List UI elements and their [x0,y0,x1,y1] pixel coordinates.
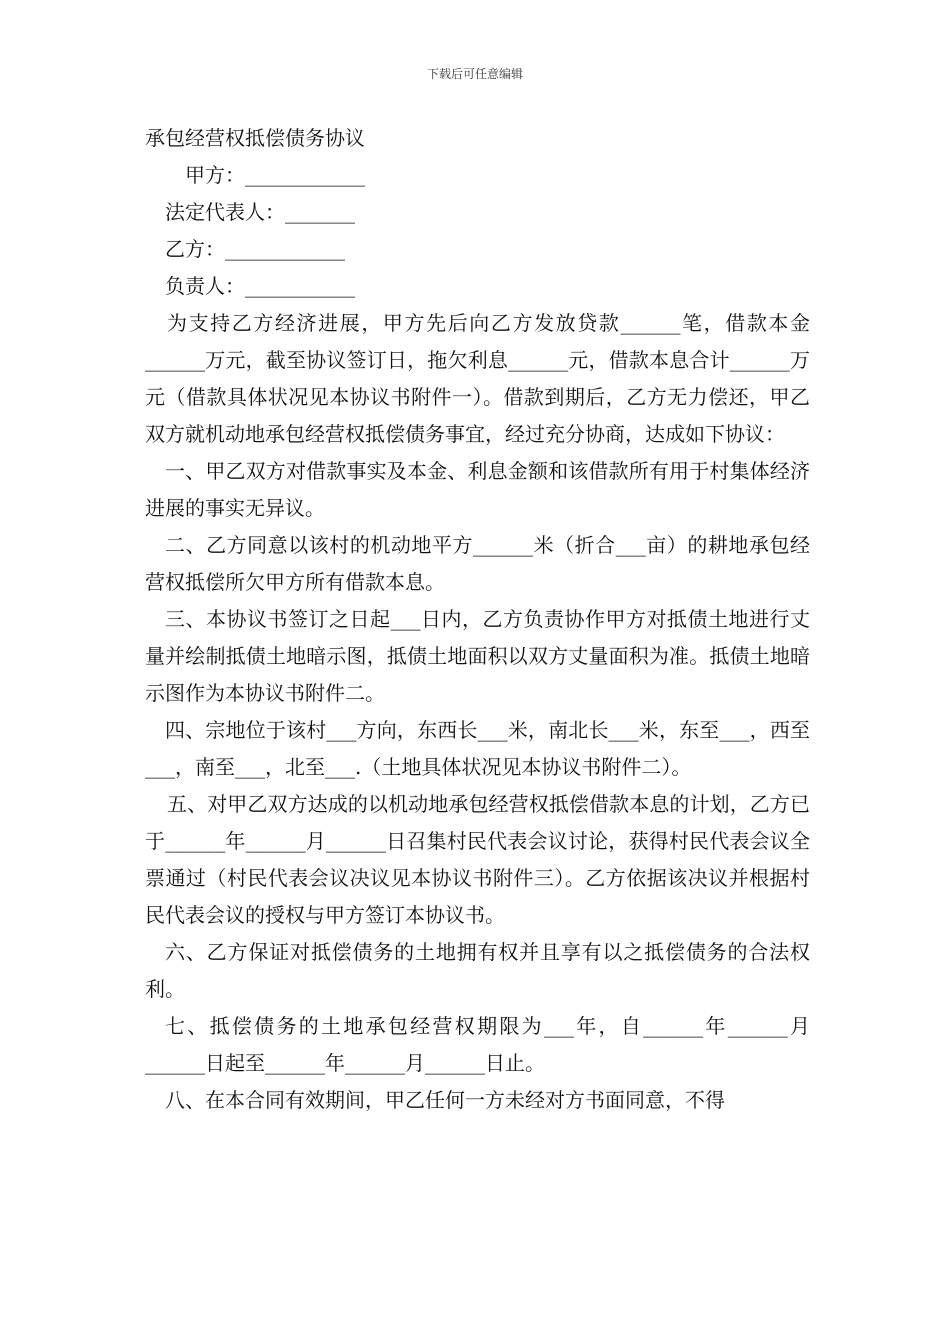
person-in-charge-line: 负责人：___________ [165,274,355,298]
clause-1: 一、甲乙双方对借款事实及本金、利息金额和该借款所有用于村集体经济进展的事实无异议。 [145,459,810,520]
document-body [145,120,810,1119]
clause-4: 四、宗地位于该村___方向，东西长___米，南北长___米，东至___，西至___，南至___，北至___.（土地具体状况见本协议书附件二）。 [145,718,810,779]
party-b-line: 乙方：____________ [165,237,345,261]
document-title: 承包经营权抵偿债务协议 [145,126,365,150]
legal-representative-line: 法定代表人：_______ [165,200,355,224]
clause-5: 五、对甲乙双方达成的以机动地承包经营权抵偿借款本息的计划，乙方已于______年______月______日召集村民代表会议讨论，获得村民代表会议全票通过（村民代表会议决议见本协议书附件三）。乙方依据该决议并根据村民代表会议的授权与甲方签订本协议书。 [145,792,810,927]
clause-7: 七、抵偿债务的土地承包经营权期限为___年，自______年______月______日起至______年______月______日止。 [145,1014,810,1075]
paragraph-preamble: 为支持乙方经济进展，甲方先后向乙方发放贷款______笔，借款本金______万元，截至协议签订日，拖欠利息______元，借款本息合计______万元（借款具体状况见本协议书附件一）。借款到期后，乙方无力偿还，甲乙双方就机动地承包经营权抵偿债务事宜，经过充分协商，达成如下协议： [145,311,810,446]
party-a-line: 甲方：____________ [185,163,365,187]
clause-8: 八、在本合同有效期间，甲乙任何一方未经对方书面同意，不得 [165,1088,725,1112]
page-header-note: 下载后可任意编辑 [426,67,523,81]
clause-6: 六、乙方保证对抵偿债务的土地拥有权并且享有以之抵偿债务的合法权利。 [145,940,810,1001]
clause-3: 三、本协议书签订之日起___日内，乙方负责协作甲方对抵债土地进行丈量并绘制抵债土地暗示图，抵债土地面积以双方丈量面积为准。抵债土地暗示图作为本协议书附件二。 [145,607,810,705]
clause-2: 二、乙方同意以该村的机动地平方______米（折合___亩）的耕地承包经营权抵偿所欠甲方所有借款本息。 [145,533,810,594]
